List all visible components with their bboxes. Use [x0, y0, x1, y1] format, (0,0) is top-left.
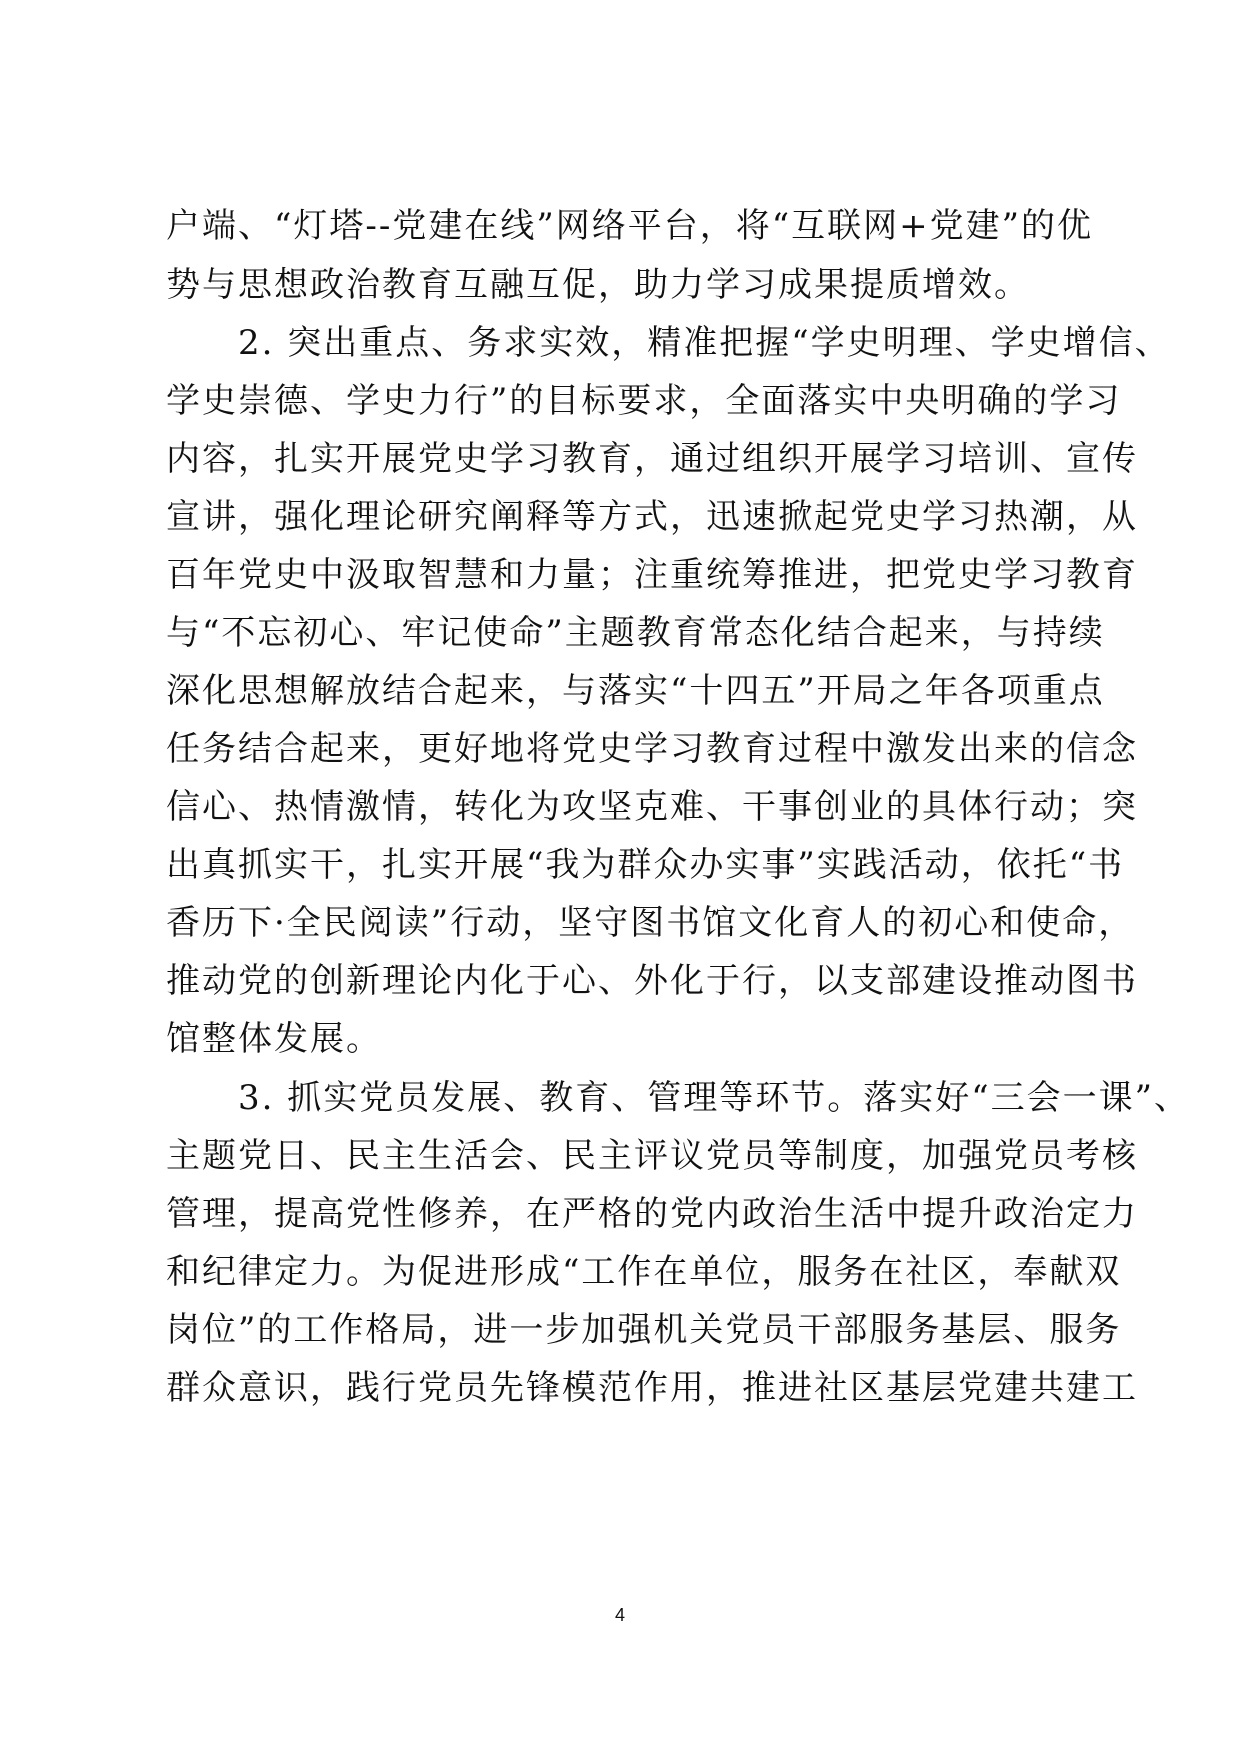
body-line: 信心、热情激情，转化为攻坚克难、干事创业的具体行动；突	[166, 787, 1138, 827]
body-line: 馆整体发展。	[166, 1019, 382, 1059]
body-line: 任务结合起来，更好地将党史学习教育过程中激发出来的信念	[166, 729, 1138, 769]
body-line: 3. 抓实党员发展、教育、管理等环节。落实好“三会一课”、	[166, 1078, 1191, 1118]
body-line: 和纪律定力。为促进形成“工作在单位，服务在社区，奉献双	[166, 1252, 1122, 1292]
body-line: 香历下·全民阅读”行动，坚守图书馆文化育人的初心和使命，	[166, 903, 1135, 943]
body-line: 主题党日、民主生活会、民主评议党员等制度，加强党员考核	[166, 1136, 1138, 1176]
body-line: 百年党史中汲取智慧和力量；注重统筹推进，把党史学习教育	[166, 555, 1138, 595]
body-line: 户端、“灯塔--党建在线”网络平台，将“互联网+党建”的优	[166, 206, 1093, 246]
page-number: 4	[614, 1605, 625, 1625]
body-line: 出真抓实干，扎实开展“我为群众办实事”实践活动，依托“书	[166, 845, 1125, 885]
body-line: 势与思想政治教育互融互促，助力学习成果提质增效。	[166, 265, 1030, 305]
body-line: 深化思想解放结合起来，与落实“十四五”开局之年各项重点	[166, 671, 1105, 711]
body-line: 宣讲，强化理论研究阐释等方式，迅速掀起党史学习热潮，从	[166, 497, 1138, 537]
body-line: 群众意识，践行党员先锋模范作用，推进社区基层党建共建工	[166, 1368, 1138, 1408]
body-line: 与“不忘初心、牢记使命”主题教育常态化结合起来，与持续	[166, 613, 1105, 653]
body-line: 岗位”的工作格局，进一步加强机关党员干部服务基层、服务	[166, 1310, 1122, 1350]
body-line: 内容，扎实开展党史学习教育，通过组织开展学习培训、宣传	[166, 439, 1138, 479]
body-line: 推动党的创新理论内化于心、外化于行，以支部建设推动图书	[166, 961, 1138, 1001]
body-line: 学史崇德、学史力行”的目标要求，全面落实中央明确的学习	[166, 381, 1122, 421]
body-line: 2. 突出重点、务求实效，精准把握“学史明理、学史增信、	[166, 323, 1171, 363]
body-line: 管理，提高党性修养，在严格的党内政治生活中提升政治定力	[166, 1194, 1138, 1234]
